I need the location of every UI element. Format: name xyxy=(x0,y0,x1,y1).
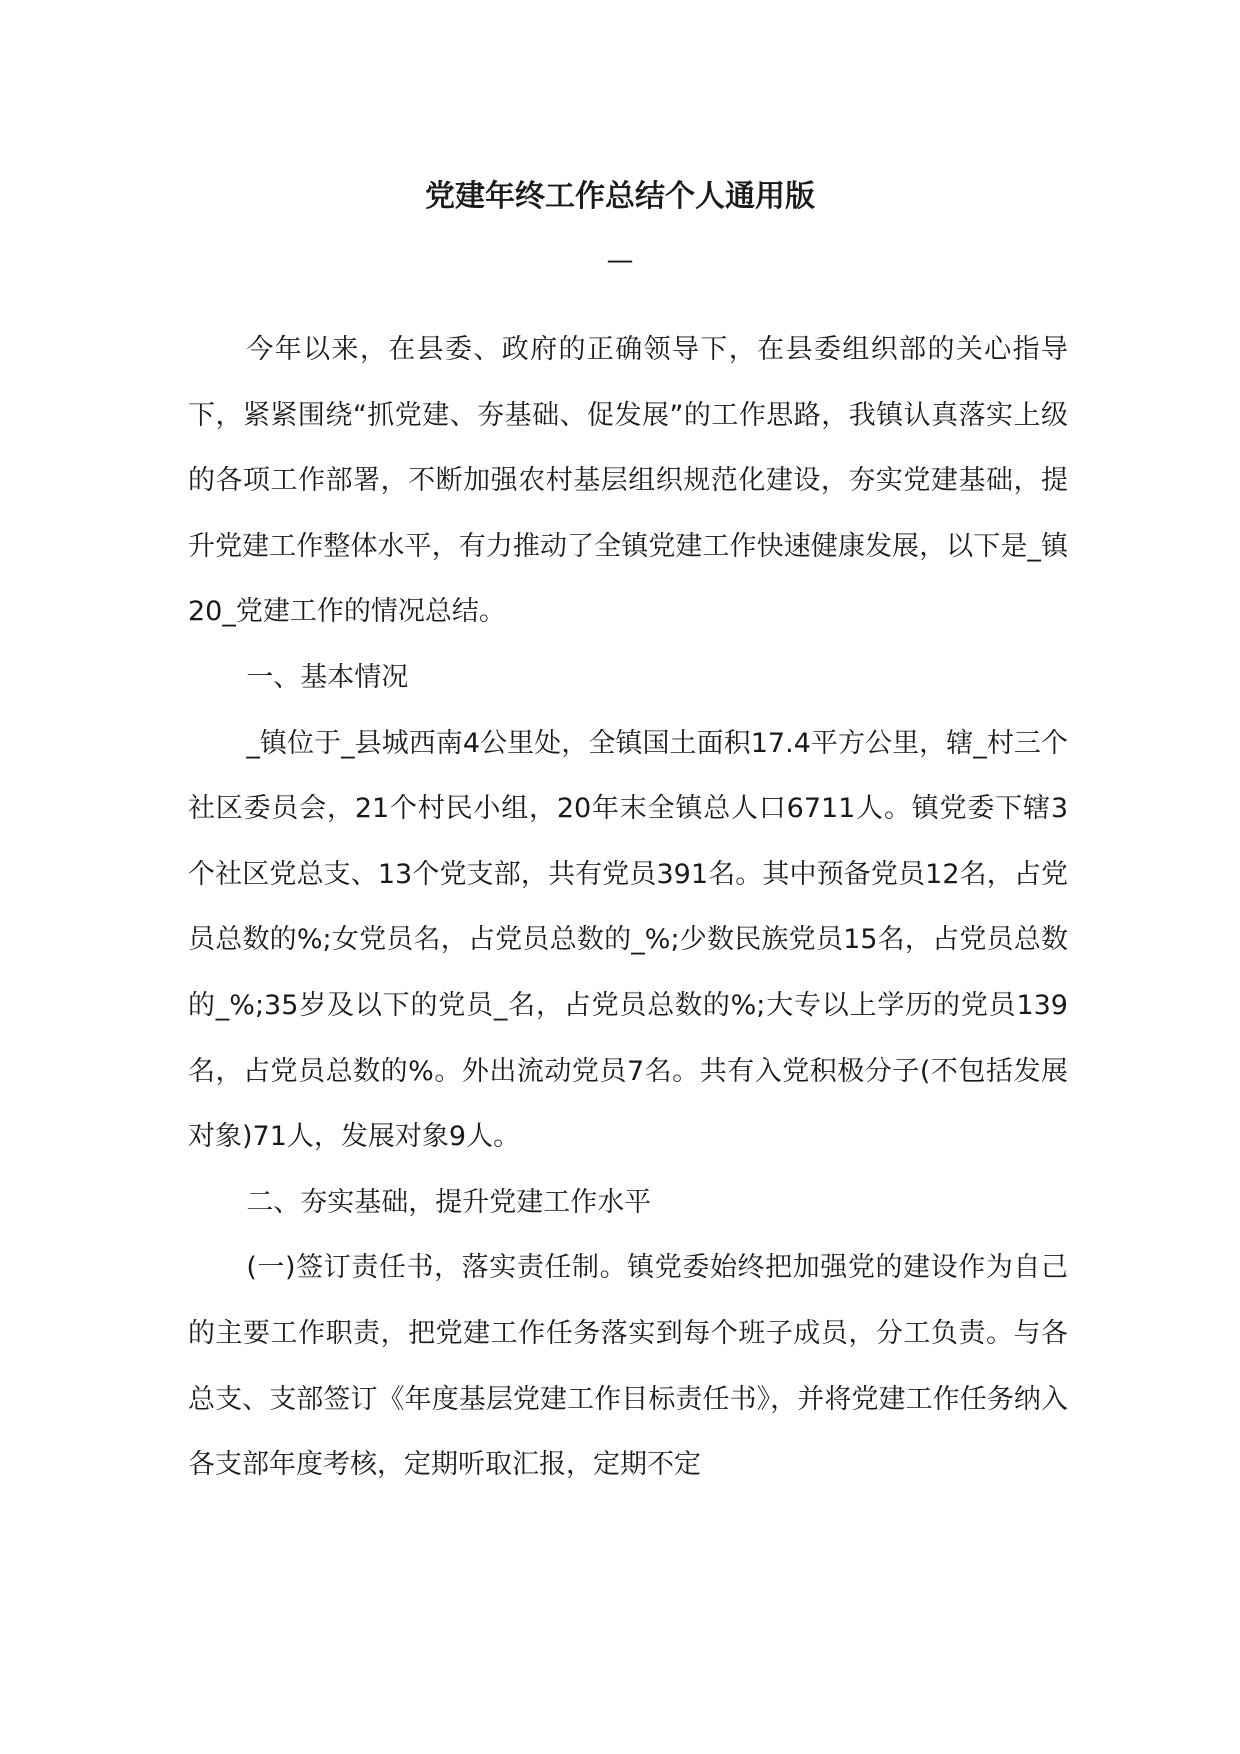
section-heading-basic-situation: 一、基本情况 xyxy=(246,661,409,693)
paragraph-basic-situation: _镇位于_县城西南4公里处，全镇国土面积17.4平方公里，辖_村三个社区委员会，21个村民小组，20年末全镇总人口6711人。镇党委下辖3个社区党总支、13个党支部，共有党员391名。其中预备党员12名，占党员总数的%;女党员名，占党员总数的_%;少数民族党员15名，占党员总数的_%;35岁及以下的党员_名，占党员总数的%;大专以上学历的党员139名，占党员总数的%。外出流动党员7名。共有入党积极分子(不包括发展对象)71人，发展对象9人。 xyxy=(188,727,1068,1153)
document-body xyxy=(188,317,1068,1498)
document-title: 党建年终工作总结个人通用版 xyxy=(425,179,815,214)
paragraph-responsibility: (一)签订责任书，落实责任制。镇党委始终把加强党的建设作为自己的主要工作职责，把党建工作任务落实到每个班子成员，分工负责。与各总支、支部签订《年度基层党建工作目标责任书》，并将党建工作任务纳入各支部年度考核，定期听取汇报，定期不定 xyxy=(188,1252,1068,1481)
section-heading-foundation: 二、夯实基础，提升党建工作水平 xyxy=(246,1186,652,1218)
paragraph-intro: 今年以来，在县委、政府的正确领导下，在县委组织部的关心指导下，紧紧围绕“抓党建、夯基础、促发展”的工作思路，我镇认真落实上级的各项工作部署，不断加强农村基层组织规范化建设，夯实党建基础，提升党建工作整体水平，有力推动了全镇党建工作快速健康发展，以下是_镇20_党建工作的情况总结。 xyxy=(188,334,1068,628)
document-subtitle: — xyxy=(606,245,634,276)
